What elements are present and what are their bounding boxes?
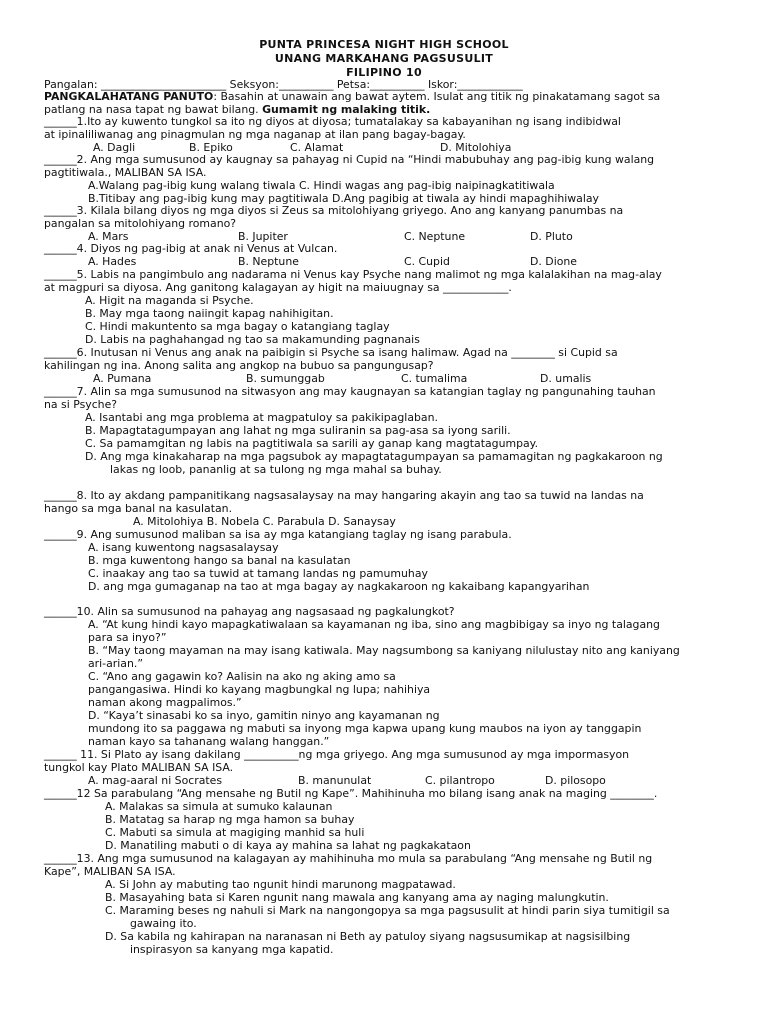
q13-option-d-cont: inspirasyon sa kanyang mga kapatid. [130, 943, 334, 956]
q5-option-a: A. Higit na maganda si Psyche. [85, 294, 254, 307]
q12-option-d: D. Manatiling mabuti o di kaya ay mahina sa lahat ng pagkakataon [105, 839, 471, 852]
question-13-cont: Kape”, MALIBAN SA ISA. [44, 865, 176, 878]
q3-option-c: C. Neptune [404, 230, 466, 243]
q9-option-a: A. isang kuwentong nagsasalaysay [88, 541, 279, 554]
q13-option-c: C. Maraming beses ng nahuli si Mark na nangongopya sa mga pagsusulit at hindi parin siya tumitigil sa [105, 904, 670, 917]
question-10: ______10. Alin sa sumusunod na pahayag ang nagsasaad ng pagkalungkot? [44, 605, 455, 618]
q11-option-c: C. pilantropo [425, 774, 495, 787]
q10-option-c-cont-2: naman akong magpalimos.” [88, 696, 242, 709]
q9-option-b: B. mga kuwentong hango sa banal na kasulatan [88, 554, 351, 567]
question-12: ______12 Sa parabulang “Ang mensahe ng Butil ng Kape”. Mahihinuha mo bilang isang anak na maging ________. [44, 787, 658, 800]
question-2-cont: pagtitiwala., MALIBAN SA ISA. [44, 166, 207, 179]
q3-option-a: A. Mars [88, 230, 129, 243]
question-4: ______4. Diyos ng pag-ibig at anak ni Venus at Vulcan. [44, 242, 338, 255]
q6-option-a: A. Pumana [93, 372, 152, 385]
question-8-cont: hango sa mga banal na kasulatan. [44, 502, 233, 515]
question-11: ______ 11. Si Plato ay isang dakilang __________ng mga griyego. Ang mga sumusunod ay mga impormasyon [44, 748, 630, 761]
q10-option-c: C. “Ano ang gagawin ko? Aalisin na ako ng aking amo sa [88, 670, 396, 683]
q10-option-b: B. “May taong mayaman na may isang katiwala. May nagsumbong sa kaniyang nilulustay nito ang kaniyang [88, 644, 680, 657]
q11-option-d: D. pilosopo [545, 774, 606, 787]
q7-option-c: C. Sa pamamgitan ng labis na pagtitiwala sa sarili ay ganap kang magtatagumpay. [85, 437, 539, 450]
q9-option-d: D. ang mga gumaganap na tao at mga bagay ay nagkakaroon ng kakaibang kapangyarihan [88, 580, 590, 593]
general-instructions [44, 90, 660, 104]
q3-option-b: B. Jupiter [238, 230, 288, 243]
exam-title: UNANG MARKAHANG PAGSUSULIT [274, 52, 494, 65]
q11-option-a: A. mag-aaral ni Socrates [88, 774, 223, 787]
question-3: ______3. Kilala bilang diyos ng mga diyos si Zeus sa mitolohiyang griyego. Ano ang kanyang panumbas na [44, 204, 624, 217]
q1-option-c: C. Alamat [290, 141, 344, 154]
question-6-cont: kahilingan ng ina. Anong salita ang angkop na bubuo sa pangungusap? [44, 359, 434, 372]
instructions-emphasis: Gumamit ng malaking titik. [262, 103, 431, 116]
q13-option-c-cont: gawaing ito. [130, 917, 197, 930]
q7-option-b: B. Mapagtatagumpayan ang lahat ng mga suliranin sa pag-asa sa iyong sarili. [85, 424, 511, 437]
q5-option-c: C. Hindi makuntento sa mga bagay o katangiang taglay [85, 320, 390, 333]
question-2: ______2. Ang mga sumusunod ay kaugnay sa pahayag ni Cupid na “Hindi mabubuhay ang pag-ibig kung walang [44, 153, 655, 166]
question-7-cont: na si Psyche? [44, 398, 118, 411]
question-3-cont: pangalan sa mitolohiyang romano? [44, 217, 237, 230]
question-5-cont: at magpuri sa diyosa. Ang ganitong kalagayan ay higit na maiuugnay sa ____________. [44, 281, 512, 294]
question-7: ______7. Alin sa mga sumusunod na sitwasyon ang may kaugnayan sa katangian taglay ng pangunahing tauhan [44, 385, 656, 398]
q10-option-a-cont: para sa inyo?” [88, 631, 167, 644]
q11-option-b: B. manunulat [298, 774, 372, 787]
q4-option-d: D. Dione [530, 255, 577, 268]
q1-option-b: B. Epiko [189, 141, 233, 154]
question-6: ______6. Inutusan ni Venus ang anak na paibigin si Psyche sa isang halimaw. Agad na ________ si Cupid sa [44, 346, 618, 359]
q6-option-d: D. umalis [540, 372, 592, 385]
q10-option-a: A. “At kung hindi kayo mapagkatiwalaan sa kayamanan ng iba, sino ang magbibigay sa inyo ng talagang [88, 618, 660, 631]
question-9: ______9. Ang sumusunod maliban sa isa ay mga katangiang taglay ng isang parabula. [44, 528, 512, 541]
q10-option-c-cont: pangangasiwa. Hindi ko kayang magbungkal ng lupa; nahihiya [88, 683, 431, 696]
q10-option-d-cont-2: naman kayo sa tahanang walang hanggan.” [88, 735, 330, 748]
instructions-label: PANGKALAHATANG PANUTO [44, 90, 214, 103]
instructions-text: : Basahin at unawain ang bawat aytem. Isulat ang titik ng pinakatamang sagot sa [213, 90, 661, 103]
q1-option-d: D. Mitolohiya [440, 141, 512, 154]
q7-option-d: D. Ang mga kinakaharap na mga pagsubok ay mapagtatagumpayan sa pamamagitan ng pagkakaroon ng [85, 450, 663, 463]
q1-option-a: A. Dagli [93, 141, 136, 154]
q13-option-b: B. Masayahing bata si Karen ngunit nang mawala ang kanyang ama ay naging malungkutin. [105, 891, 609, 904]
q10-option-d: D. “Kaya’t sinasabi ko sa inyo, gamitin ninyo ang kayamanan ng [88, 709, 440, 722]
question-13: ______13. Ang mga sumusunod na kalagayan ay mahihinuha mo mula sa parabulang “Ang mensahe ng Butil ng [44, 852, 653, 865]
question-8: ______8. Ito ay akdang pampanitikang nagsasalaysay na may hangaring akayin ang tao sa tuwid na landas na [44, 489, 644, 502]
q6-option-b: B. sumunggab [246, 372, 325, 385]
q5-option-d: D. Labis na paghahangad ng tao sa makamunding pagnanais [85, 333, 420, 346]
student-info-line: Pangalan: _______________________ Seksyon:__________ Petsa:__________ Iskor:____________ [44, 78, 523, 91]
q12-option-a: A. Malakas sa simula at sumuko kalaunan [105, 800, 333, 813]
instructions-text-2: patlang na nasa tapat ng bawat bilang. [44, 103, 259, 116]
school-name: PUNTA PRINCESA NIGHT HIGH SCHOOL [259, 38, 509, 51]
q7-option-d-cont: lakas ng loob, pananlig at sa tulong ng mga mahal sa buhay. [110, 463, 442, 476]
q12-option-c: C. Mabuti sa simula at magiging manhid sa huli [105, 826, 365, 839]
q4-option-a: A. Hades [88, 255, 137, 268]
q8-options: A. Mitolohiya B. Nobela C. Parabula D. Sanaysay [133, 515, 396, 528]
q5-option-b: B. May mga taong naiingit kapag nahihigitan. [85, 307, 334, 320]
q10-option-d-cont: mundong ito sa paggawa ng mabuti sa inyong mga kapwa upang kung maubos na iyon ay tanggapin [88, 722, 642, 735]
q7-option-a: A. Isantabi ang mga problema at magpatuloy sa pakikipaglaban. [85, 411, 438, 424]
question-11-cont: tungkol kay Plato MALIBAN SA ISA. [44, 761, 234, 774]
q6-option-c: C. tumalima [401, 372, 468, 385]
q2-options-ac: A.Walang pag-ibig kung walang tiwala C. Hindi wagas ang pag-ibig naipinagkatitiwala [88, 179, 555, 192]
q13-option-d: D. Sa kabila ng kahirapan na naranasan ni Beth ay patuloy siyang nagsusumikap at nagsisilbing [105, 930, 631, 943]
q13-option-a: A. Si John ay mabuting tao ngunit hindi marunong magpatawad. [105, 878, 456, 891]
subject-title: FILIPINO 10 [346, 66, 422, 79]
question-1: ______1.Ito ay kuwento tungkol sa ito ng diyos at diyosa; tumatalakay sa kabayanihan ng isang indibidwal [44, 115, 621, 128]
q9-option-c: C. inaakay ang tao sa tuwid at tamang landas ng pamumuhay [88, 567, 428, 580]
q3-option-d: D. Pluto [530, 230, 573, 243]
q12-option-b: B. Matatag sa harap ng mga hamon sa buhay [105, 813, 355, 826]
q4-option-c: C. Cupid [404, 255, 450, 268]
q10-option-b-cont: ari-arian.” [88, 657, 143, 670]
question-1-cont: at ipinaliliwanag ang pinagmulan ng mga naganap at ilan pang bagay-bagay. [44, 128, 466, 141]
question-5: ______5. Labis na pangimbulo ang nadarama ni Venus kay Psyche nang malimot ng mga kalalakihan na mag-alay [44, 268, 662, 281]
q4-option-b: B. Neptune [238, 255, 299, 268]
q2-options-bd: B.Titibay ang pag-ibig kung may pagtitiwala D.Ang pagibig at tiwala ay hindi mapaghihiwalay [88, 192, 599, 205]
